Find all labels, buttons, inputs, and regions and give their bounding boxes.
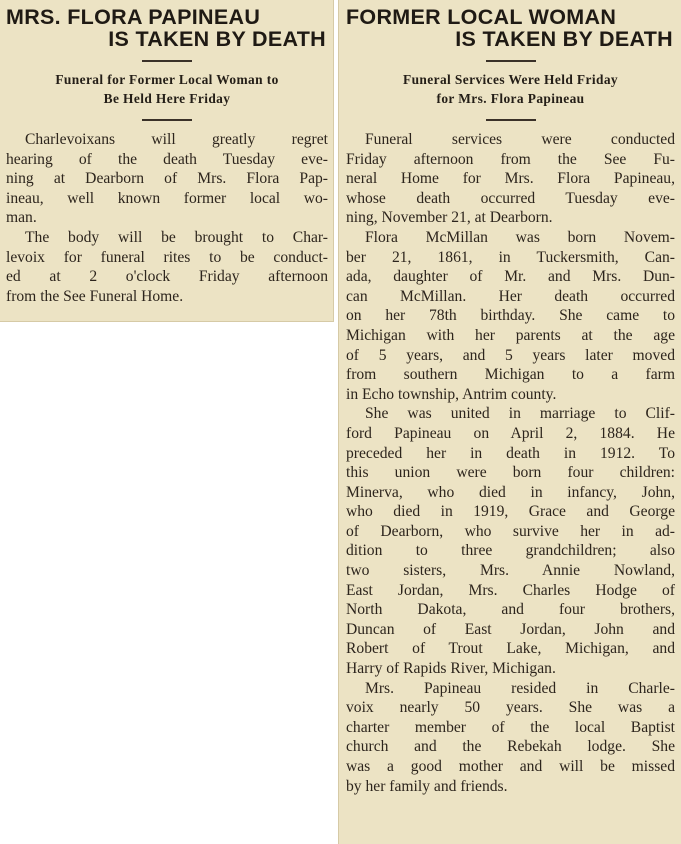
paragraph-line: church and the Rebekah lodge. She [346, 738, 675, 756]
paragraph-line: hearing of the death Tuesday eve- [6, 150, 328, 168]
paragraph-line: this union were born four children: [346, 464, 675, 482]
paragraph-line: Mrs. Papineau resided in Charle- [365, 679, 675, 697]
paragraph-line: can McMillan. Her death occurred [346, 287, 675, 305]
paragraph-line: preceded her in death in 1912. To [346, 444, 675, 462]
left-clipping [0, 0, 334, 322]
paragraph-line: Minerva, who died in infancy, John, [346, 483, 675, 501]
paragraph-line: ning at Dearborn of Mrs. Flora Pap- [6, 170, 328, 188]
left-subhead-line: Be Held Here Friday [103, 91, 231, 106]
paragraph-line: ford Papineau on April 2, 1884. He [346, 424, 675, 442]
article-paragraph [6, 130, 328, 228]
paragraph-line: whose death occurred Tuesday eve- [346, 189, 675, 207]
left-headline-line: MRS. FLORA PAPINEAU [6, 5, 261, 29]
article-paragraph [346, 130, 675, 228]
paragraph-line: two sisters, Mrs. Annie Nowland, [346, 562, 675, 580]
paragraph-line: Funeral services were conducted [365, 131, 675, 148]
paragraph-line: Charlevoixans will greatly regret [25, 131, 328, 148]
left-headline [6, 6, 328, 50]
paragraph-line: ning, November 21, at Dearborn. [346, 209, 553, 227]
article-paragraph [346, 228, 675, 404]
left-body [6, 130, 328, 306]
right-subhead [346, 70, 675, 108]
article-paragraph [346, 679, 675, 797]
paragraph-line: ineau, well known former local wo- [6, 189, 328, 207]
paragraph-line: Harry of Rapids River, Michigan. [346, 660, 556, 678]
right-headline [346, 6, 675, 50]
paragraph-line: Robert of Trout Lake, Michigan, and [346, 640, 675, 658]
paragraph-line: ber 21, 1861, in Tuckersmith, Can- [346, 248, 675, 266]
headline-divider [486, 60, 536, 62]
paragraph-line: She was united in marriage to Clif- [365, 405, 675, 423]
right-headline-line: IS TAKEN BY DEATH [455, 27, 673, 51]
paragraph-line: of Dearborn, who survive her in ad- [346, 522, 675, 540]
left-headline-line: IS TAKEN BY DEATH [108, 27, 326, 51]
left-subhead [6, 70, 328, 108]
paragraph-line: ed at 2 o'clock Friday afternoon [6, 268, 328, 286]
article-paragraph [346, 404, 675, 678]
paragraph-line: ada, daughter of Mr. and Mrs. Dun- [346, 268, 675, 286]
subhead-divider [142, 119, 192, 121]
paragraph-line: in Echo township, Antrim county. [346, 385, 557, 403]
left-subhead-line: Funeral for Former Local Woman to [55, 72, 279, 87]
headline-divider [142, 60, 192, 62]
paragraph-line: East Jordan, Mrs. Charles Hodge of [346, 581, 675, 599]
paragraph-line: of 5 years, and 5 years later moved [346, 346, 675, 364]
paragraph-line: who died in 1919, Grace and George [346, 503, 675, 521]
right-subhead-line: Funeral Services Were Held Friday [402, 72, 619, 87]
paragraph-line: man. [6, 209, 37, 227]
paragraph-line: charter member of the local Baptist [346, 718, 675, 736]
paragraph-line: The body will be brought to Char- [25, 228, 328, 246]
paragraph-line: dition to three grandchildren; also [346, 542, 675, 560]
subhead-divider [486, 119, 536, 121]
right-body [346, 130, 675, 796]
right-clipping [338, 0, 681, 844]
paragraph-line: levoix for funeral rites to be conduct- [6, 248, 328, 266]
paragraph-line: on her 78th birthday. She came to [346, 307, 675, 325]
paragraph-line: Duncan of East Jordan, John and [346, 620, 675, 638]
paragraph-line: North Dakota, and four brothers, [346, 601, 675, 619]
paragraph-line: neral Home for Mrs. Flora Papineau, [346, 170, 675, 188]
paragraph-line: by her family and friends. [346, 777, 508, 795]
paragraph-line: Michigan with her parents at the age [346, 326, 675, 344]
article-paragraph [6, 228, 328, 306]
paragraph-line: from the See Funeral Home. [6, 287, 184, 305]
right-subhead-line: for Mrs. Flora Papineau [436, 91, 585, 106]
paragraph-line: Flora McMillan was born Novem- [365, 228, 675, 246]
paragraph-line: from southern Michigan to a farm [346, 366, 675, 384]
right-headline-line: FORMER LOCAL WOMAN [346, 5, 617, 29]
paragraph-line: voix nearly 50 years. She was a [346, 699, 675, 717]
paragraph-line: Friday afternoon from the See Fu- [346, 150, 675, 168]
paragraph-line: was a good mother and will be missed [346, 758, 675, 775]
